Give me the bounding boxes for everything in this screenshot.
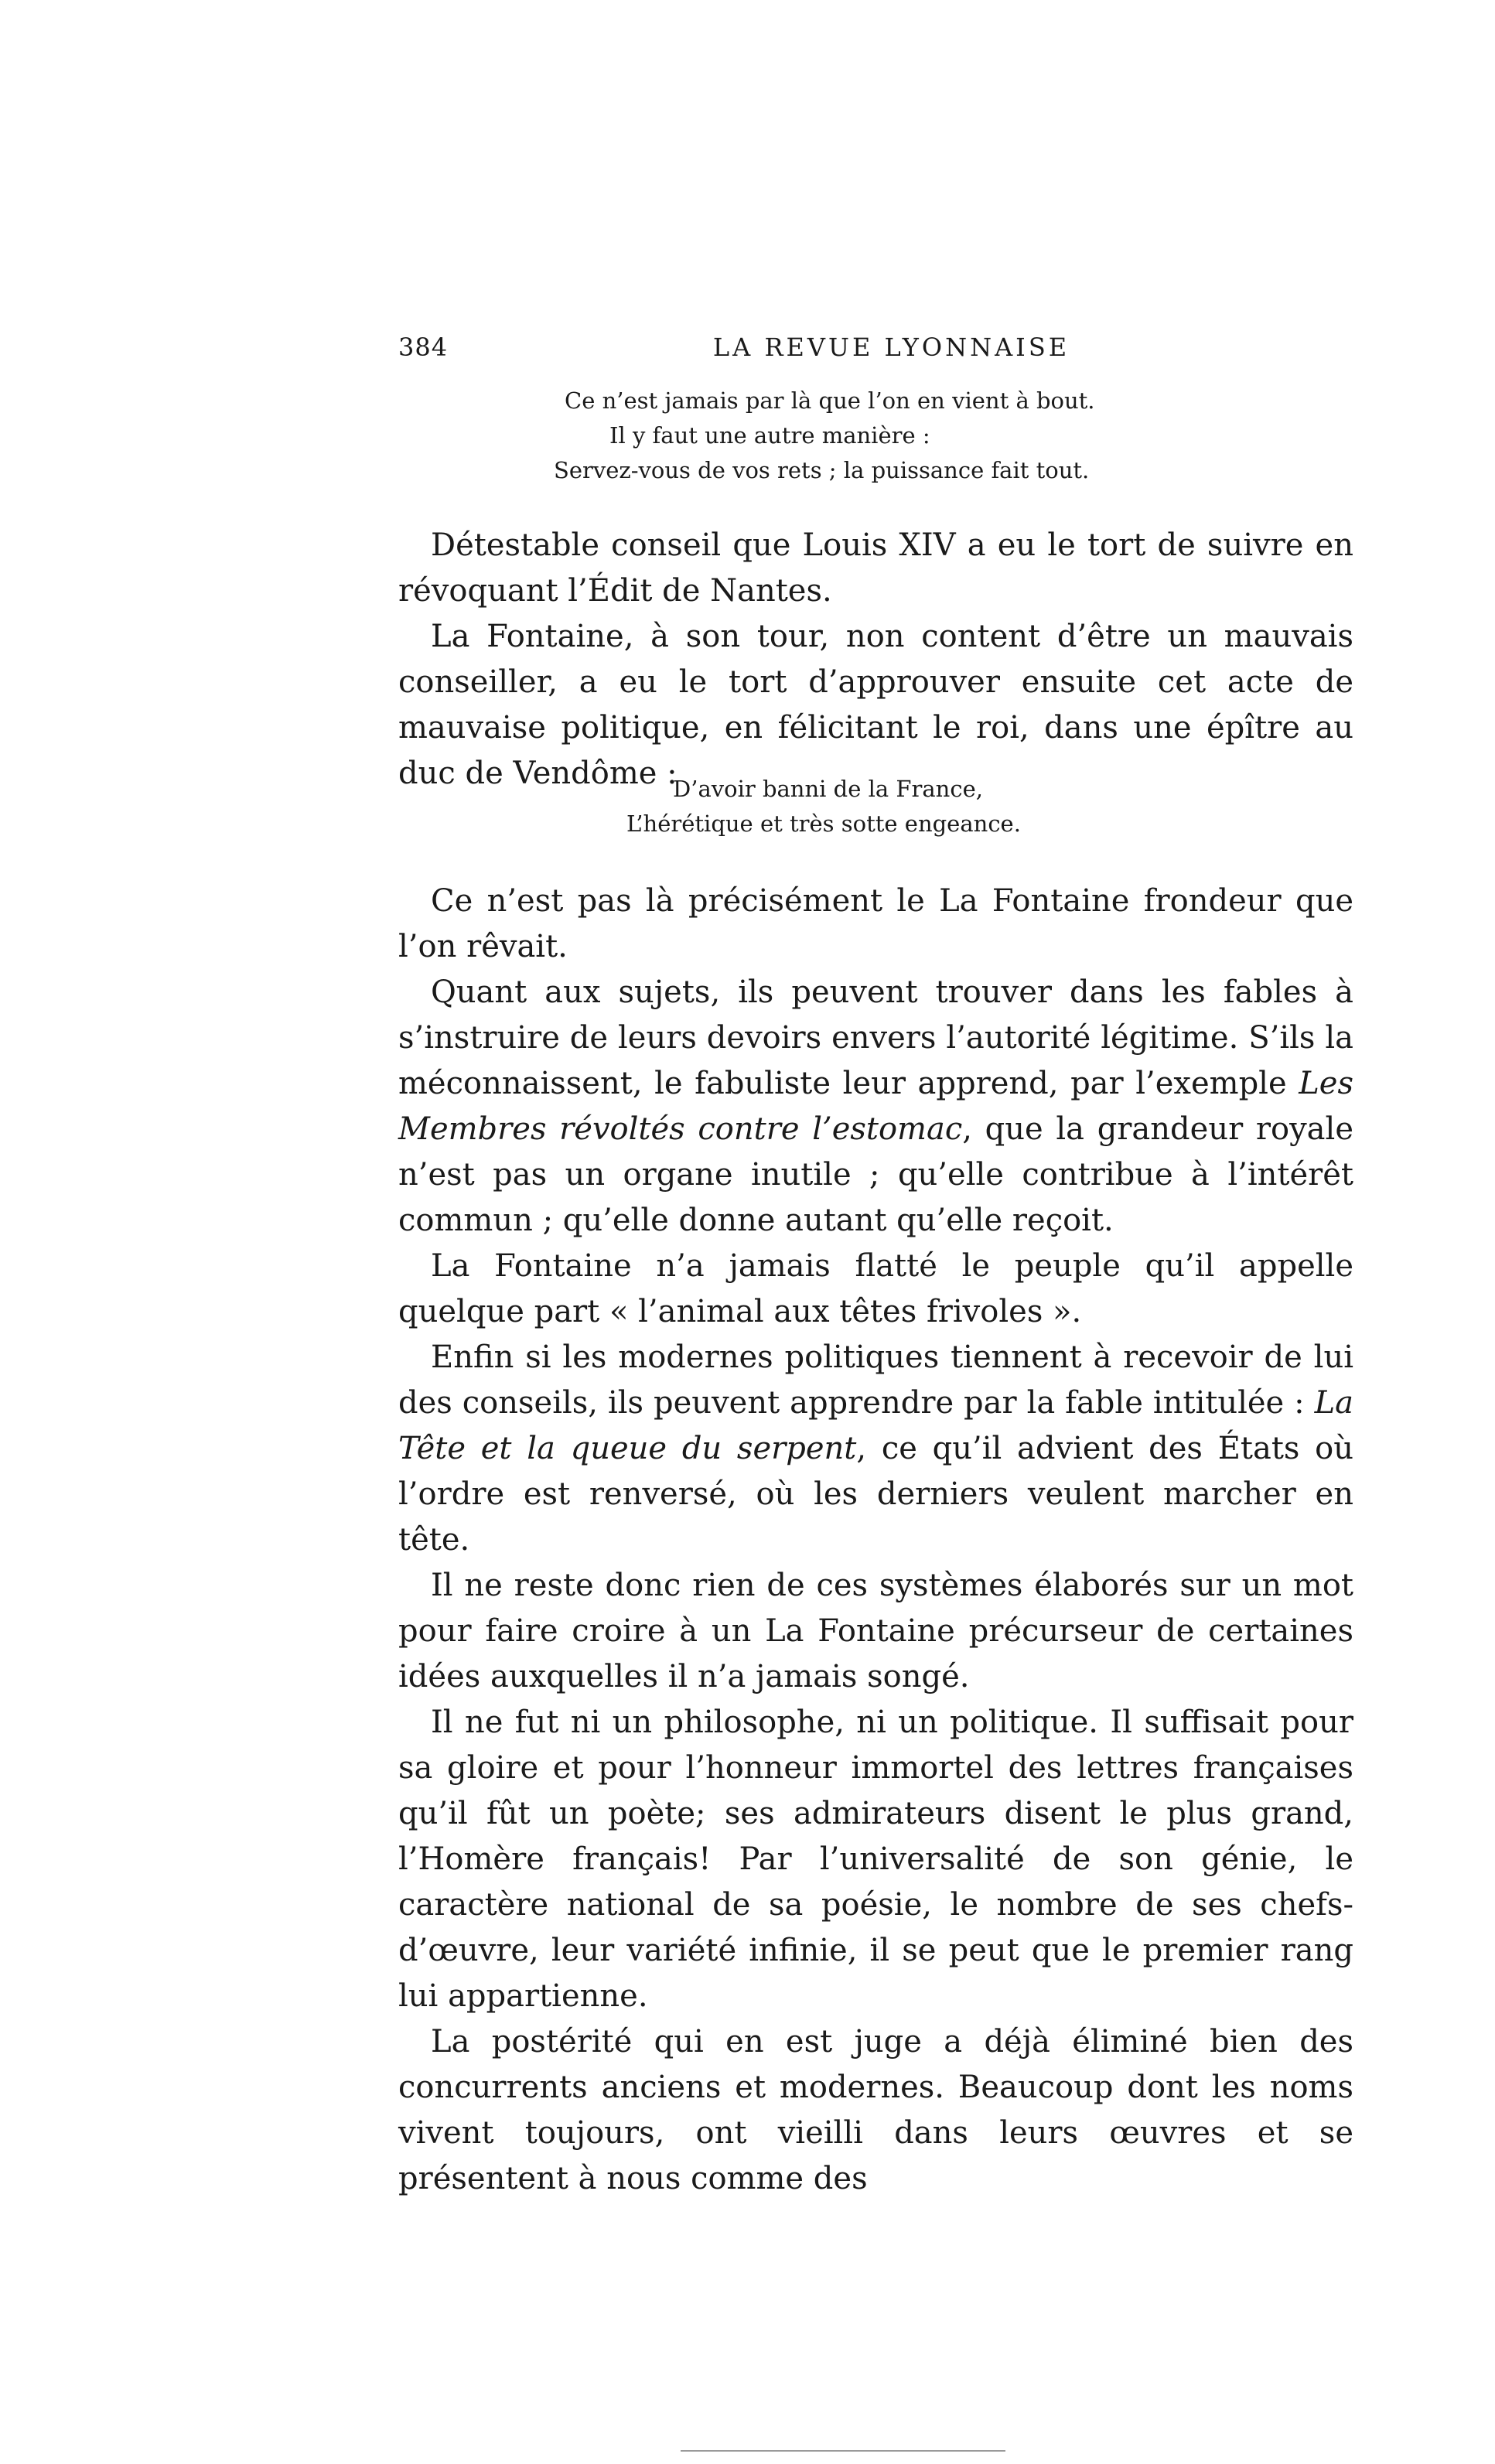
text-run: , ce qu’il advient des États où l’ordre est renversé, où les derniers veulent marcher en tête. [398,1431,1354,1558]
verse-line: Il y faut une autre manière : [609,422,930,449]
verse-line: L’hérétique et très sotte engeance. [626,811,1021,837]
verse-line: D’avoir banni de la France, [673,776,983,802]
paragraph: La Fontaine n’a jamais flatté le peuple qu’il appelle quelque part « l’animal aux têtes frivoles ». [398,1248,1353,1329]
body-text-lower [398,879,1353,2202]
paragraph [398,1335,1353,1563]
paragraph: La postérité qui en est juge a déjà éliminé bien des concurrents anciens et modernes. Beaucoup dont les noms vivent toujours, ont vieilli dans leurs œuvres et se présentent à nous comme des [398,2024,1353,2196]
page-header [398,333,1353,371]
text-run: Quant aux sujets, ils peuvent trouver dans les fables à s’instruire de leurs devoirs envers l’autorité légitime. S’ils la méconnaissent, le fabuliste leur apprend, par l’exemple [398,974,1353,1101]
body-text-upper [398,523,1353,797]
fable-title: Les Membres révoltés contre l’estomac [398,1066,1353,1147]
verse-line: Servez-vous de vos rets ; la puissance fait tout. [554,457,1090,483]
paragraph: Il ne fut ni un philosophe, ni un politique. Il suffisait pour sa gloire et pour l’honneur immortel des lettres françaises qu’il fût un poète; ses admirateurs disent le plus grand, l’Homère français! Par l’universalité de son génie, le caractère national de sa poésie, le nombre de ses chefs-d’œuvre, leur variété infinie, il se peut que le premier rang lui appartienne. [398,1705,1353,2014]
paragraph: Il ne reste donc rien de ces systèmes élaborés sur un mot pour faire croire à un La Fontaine précurseur de certaines idées auxquelles il n’a jamais songé. [398,1568,1353,1694]
verse-line: Ce n’est jamais par là que l’on en vient à bout. [565,387,1095,414]
paragraph: Ce n’est pas là précisément le La Fontaine frondeur que l’on rêvait. [398,883,1353,964]
text-run: , que la grandeur royale n’est pas un organe inutile ; qu’elle contribue à l’intérêt commun ; qu’elle donne autant qu’elle reçoit. [398,1111,1353,1238]
paragraph: Détestable conseil que Louis XIV a eu le tort de suivre en révoquant l’Édit de Nantes. [398,527,1353,609]
verse-quote-epistle [626,772,1021,841]
paragraph: La Fontaine, à son tour, non content d’être un mauvais conseiller, a eu le tort d’approuver ensuite cet acte de mauvaise politique, en félicitant le roi, dans une épître au duc de Vendôme : [398,619,1353,791]
paragraph [398,970,1353,1244]
page-number: 384 [398,333,449,362]
fable-title: La Tête et la queue du serpent [398,1385,1353,1466]
text-run: Enfin si les modernes politiques tiennent à recevoir de lui des conseils, ils peuvent apprendre par la fable intitulée : [398,1340,1353,1421]
running-title: LA REVUE LYONNAISE [712,333,1070,362]
scan-edge-rule [681,2450,1005,2452]
verse-quote-fable [554,384,1095,488]
